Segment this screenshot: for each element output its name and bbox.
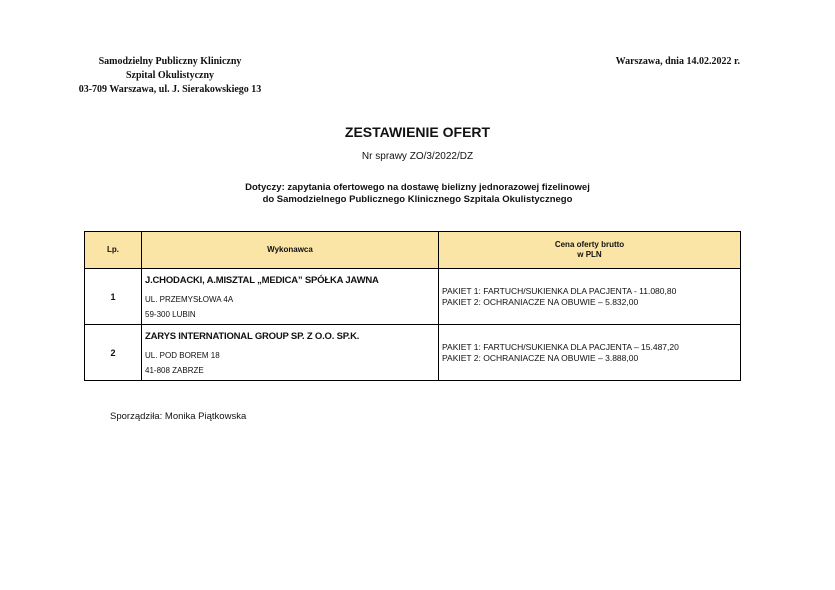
table-row (85, 269, 741, 325)
subject-line-1: Dotyczy: zapytania ofertowego na dostawę bielizny jednorazowej fizelinowej (245, 182, 590, 193)
row-contractor (142, 269, 439, 325)
table-row (85, 325, 741, 381)
place-date: Warszawa, dnia 14.02.2022 r. (615, 56, 740, 67)
row-contractor (142, 325, 439, 381)
row-lp: 1 (85, 269, 142, 325)
header-price-line-2: w PLN (577, 250, 602, 259)
price-package-2: PAKIET 2: OCHRANIACZE NA OBUWIE – 5.832,00 (442, 296, 639, 307)
contractor-street: UL. POD BOREM 18 (145, 350, 220, 360)
document-title: ZESTAWIENIE OFERT (344, 124, 491, 140)
header-price-line-1: Cena oferty brutto (554, 240, 625, 249)
subject-line-2: do Samodzielnego Publicznego Klinicznego Szpitala Okulistycznego (262, 194, 573, 205)
contractor-city: 59-300 LUBIN (145, 309, 196, 319)
contractor-name: ZARYS INTERNATIONAL GROUP SP. Z O.O. SP.K. (145, 330, 360, 342)
case-number: Nr sprawy ZO/3/2022/DZ (361, 151, 474, 162)
contractor-name: J.CHODACKI, A.MISZTAL „MEDICA” SPÓŁKA JAWNA (145, 274, 379, 286)
contractor-city: 41-808 ZABRZE (145, 365, 204, 375)
header-contractor: Wykonawca (142, 232, 439, 269)
offers-table (84, 231, 741, 381)
header-lp: Lp. (85, 232, 142, 269)
sender-department: Szpital Okulistyczny (125, 70, 215, 81)
sender-street: 03-709 Warszawa, ul. J. Sierakowskiego 13 (78, 84, 262, 95)
table-header-row (85, 232, 741, 269)
sender-address (0, 55, 340, 97)
row-price (439, 325, 741, 381)
row-lp: 2 (85, 325, 142, 381)
row-price (439, 269, 741, 325)
sender-name: Samodzielny Publiczny Kliniczny (98, 56, 242, 67)
prepared-by: Sporządziła: Monika Piątkowska (110, 411, 247, 422)
price-package-1: PAKIET 1: FARTUCH/SUKIENKA DLA PACJENTA – 15.487,20 (442, 341, 679, 352)
contractor-street: UL. PRZEMYSŁOWA 4A (145, 294, 234, 304)
price-package-1: PAKIET 1: FARTUCH/SUKIENKA DLA PACJENTA - 11.080,80 (442, 285, 677, 296)
price-package-2: PAKIET 2: OCHRANIACZE NA OBUWIE – 3.888,00 (442, 352, 639, 363)
header-price (439, 232, 741, 269)
subject (0, 182, 835, 206)
